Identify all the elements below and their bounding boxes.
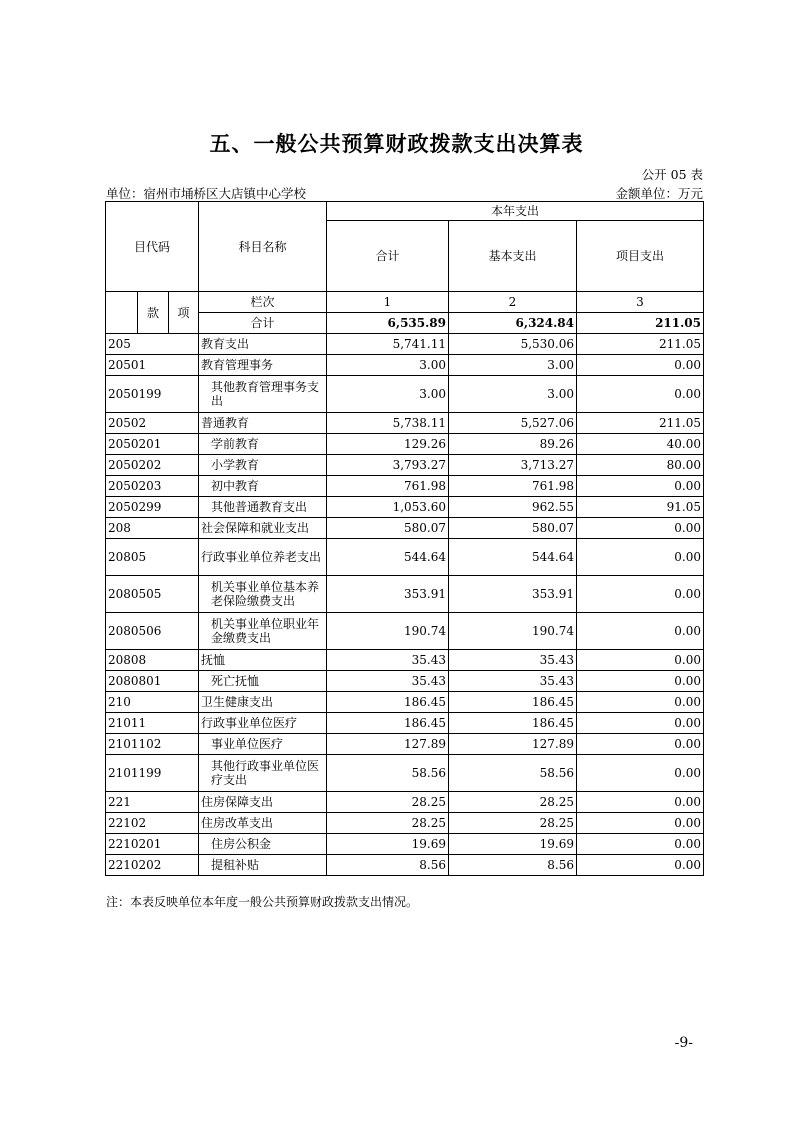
header-col1: 1 [327,292,449,313]
row-code: 2080506 [106,613,199,650]
row-code: 2210202 [106,855,199,876]
table-row [106,671,704,692]
row-total: 28.25 [327,813,449,834]
row-name: 其他教育管理事务支出 [199,376,327,413]
header-col3: 3 [577,292,704,313]
row-project: 0.00 [577,539,704,576]
row-name: 行政事业单位医疗 [199,713,327,734]
row-name: 初中教育 [199,476,327,497]
row-name: 社会保障和就业支出 [199,518,327,539]
row-basic: 544.64 [449,539,577,576]
row-name: 小学教育 [199,455,327,476]
row-total: 8.56 [327,855,449,876]
header-xiang: 项 [169,292,199,334]
row-total: 3.00 [327,376,449,413]
row-total: 5,738.11 [327,413,449,434]
row-name: 机关事业单位职业年金缴费支出 [199,613,327,650]
row-basic: 28.25 [449,792,577,813]
row-basic: 190.74 [449,613,577,650]
row-code: 20805 [106,539,199,576]
row-code: 22102 [106,813,199,834]
expenditure-table [105,201,704,876]
row-code: 20501 [106,355,199,376]
table-row [106,376,704,413]
row-basic: 186.45 [449,692,577,713]
sum-label: 合计 [199,313,327,334]
table-row [106,434,704,455]
header-basic: 基本支出 [449,221,577,292]
row-name: 其他普通教育支出 [199,497,327,518]
row-project: 0.00 [577,734,704,755]
table-row [106,476,704,497]
row-code: 2050201 [106,434,199,455]
row-project: 0.00 [577,376,704,413]
row-project: 80.00 [577,455,704,476]
table-row [106,834,704,855]
row-project: 0.00 [577,713,704,734]
row-code: 2101102 [106,734,199,755]
row-total: 129.26 [327,434,449,455]
row-code: 2050199 [106,376,199,413]
row-code: 21011 [106,713,199,734]
row-total: 58.56 [327,755,449,792]
row-basic: 580.07 [449,518,577,539]
row-code: 2101199 [106,755,199,792]
row-total: 580.07 [327,518,449,539]
row-total: 761.98 [327,476,449,497]
row-name: 事业单位医疗 [199,734,327,755]
row-basic: 353.91 [449,576,577,613]
page-title: 五、一般公共预算财政拨款支出决算表 [209,131,584,156]
row-project: 0.00 [577,792,704,813]
row-project: 0.00 [577,755,704,792]
row-total: 5,741.11 [327,334,449,355]
row-name: 卫生健康支出 [199,692,327,713]
row-total: 19.69 [327,834,449,855]
form-number: 公开 05 表 [641,167,703,182]
row-total: 3.00 [327,355,449,376]
row-code: 2050202 [106,455,199,476]
header-name: 科目名称 [199,202,327,292]
row-code: 208 [106,518,199,539]
row-name: 学前教育 [199,434,327,455]
row-project: 0.00 [577,576,704,613]
sum-basic: 6,324.84 [449,313,577,334]
row-name: 机关事业单位基本养老保险缴费支出 [199,576,327,613]
row-code: 2050299 [106,497,199,518]
row-project: 211.05 [577,413,704,434]
table-row [106,413,704,434]
header-project: 项目支出 [577,221,704,292]
row-project: 0.00 [577,613,704,650]
table-row [106,792,704,813]
row-basic: 35.43 [449,671,577,692]
row-basic: 127.89 [449,734,577,755]
row-project: 0.00 [577,692,704,713]
row-basic: 35.43 [449,650,577,671]
table-row [106,755,704,792]
table-row [106,613,704,650]
row-project: 40.00 [577,434,704,455]
row-total: 186.45 [327,692,449,713]
row-basic: 962.55 [449,497,577,518]
row-project: 0.00 [577,650,704,671]
row-total: 1,053.60 [327,497,449,518]
row-project: 0.00 [577,355,704,376]
row-total: 190.74 [327,613,449,650]
row-code: 2050203 [106,476,199,497]
row-basic: 8.56 [449,855,577,876]
row-name: 住房保障支出 [199,792,327,813]
row-project: 211.05 [577,334,704,355]
row-project: 0.00 [577,518,704,539]
row-code: 20808 [106,650,199,671]
row-total: 35.43 [327,650,449,671]
table-row [106,497,704,518]
row-total: 35.43 [327,671,449,692]
row-basic: 5,530.06 [449,334,577,355]
row-code: 210 [106,692,199,713]
row-code: 221 [106,792,199,813]
row-project: 0.00 [577,476,704,497]
row-basic: 761.98 [449,476,577,497]
sum-total: 6,535.89 [327,313,449,334]
row-total: 28.25 [327,792,449,813]
row-total: 186.45 [327,713,449,734]
row-name: 住房改革支出 [199,813,327,834]
row-basic: 5,527.06 [449,413,577,434]
row-code: 2080505 [106,576,199,613]
header-current-year: 本年支出 [327,202,704,221]
table-row [106,518,704,539]
header-total: 合计 [327,221,449,292]
table-row [106,576,704,613]
table-row [106,713,704,734]
header-lei-blank [106,292,138,334]
row-code: 20502 [106,413,199,434]
row-total: 3,793.27 [327,455,449,476]
table-row [106,813,704,834]
row-code: 2210201 [106,834,199,855]
header-code: 目代码 [106,202,199,292]
table-row [106,539,704,576]
header-column-index: 栏次 [199,292,327,313]
row-name: 教育支出 [199,334,327,355]
table-row [106,692,704,713]
row-project: 0.00 [577,834,704,855]
row-basic: 89.26 [449,434,577,455]
row-basic: 3.00 [449,376,577,413]
row-code: 2080801 [106,671,199,692]
row-name: 抚恤 [199,650,327,671]
row-project: 0.00 [577,671,704,692]
row-name: 提租补贴 [199,855,327,876]
row-project: 0.00 [577,855,704,876]
row-basic: 186.45 [449,713,577,734]
row-code: 205 [106,334,199,355]
table-note: 注：本表反映单位本年度一般公共预算财政拨款支出情况。 [106,895,419,909]
row-total: 353.91 [327,576,449,613]
row-name: 行政事业单位养老支出 [199,539,327,576]
row-basic: 3,713.27 [449,455,577,476]
table-row [106,455,704,476]
table-row [106,355,704,376]
page-number: -9- [674,1035,693,1051]
table-row [106,734,704,755]
row-basic: 3.00 [449,355,577,376]
row-basic: 19.69 [449,834,577,855]
header-col2: 2 [449,292,577,313]
table-row [106,855,704,876]
row-project: 0.00 [577,813,704,834]
row-name: 普通教育 [199,413,327,434]
row-name: 死亡抚恤 [199,671,327,692]
header-kuan: 款 [138,292,169,334]
reporting-unit: 单位：宿州市埇桥区大店镇中心学校 [106,186,307,201]
row-basic: 28.25 [449,813,577,834]
row-name: 住房公积金 [199,834,327,855]
row-name: 教育管理事务 [199,355,327,376]
row-total: 544.64 [327,539,449,576]
row-name: 其他行政事业单位医疗支出 [199,755,327,792]
sum-project: 211.05 [577,313,704,334]
row-project: 91.05 [577,497,704,518]
table-row [106,334,704,355]
row-total: 127.89 [327,734,449,755]
table-row [106,650,704,671]
amount-unit: 金额单位：万元 [615,186,703,201]
row-basic: 58.56 [449,755,577,792]
